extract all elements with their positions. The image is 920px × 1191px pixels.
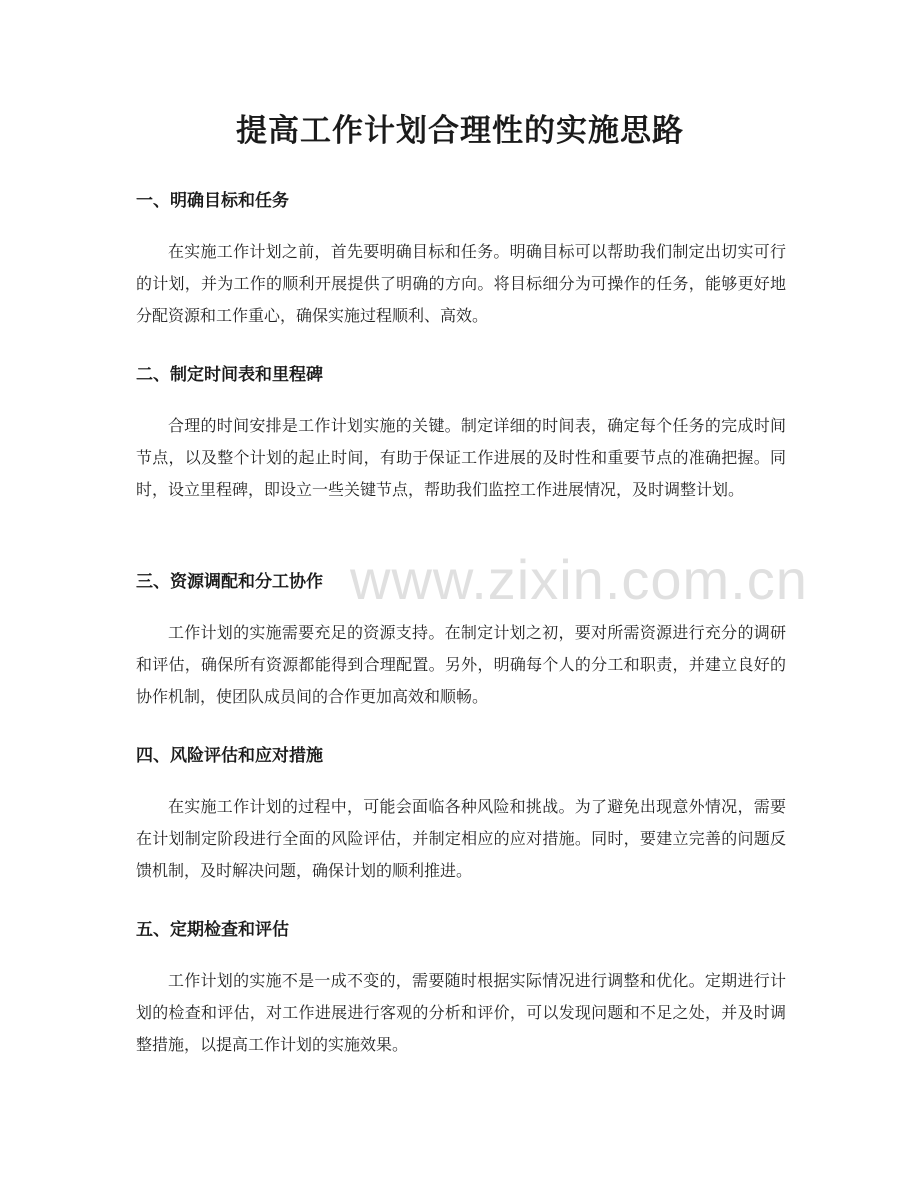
section-paragraph: 在实施工作计划之前，首先要明确目标和任务。明确目标可以帮助我们制定出切实可行的计划，并为工作的顺利开展提供了明确的方向。将目标细分为可操作的任务，能够更好地分配资源和工作重心，确保实施过程顺利、高效。 [136,242,786,325]
document-title: 提高工作计划合理性的实施思路 [236,113,684,149]
section-paragraph: 工作计划的实施不是一成不变的，需要随时根据实际情况进行调整和优化。定期进行计划的检查和评估，对工作进展进行客观的分析和评价，可以发现问题和不足之处，并及时调整措施，以提高工作计划的实施效果。 [136,971,786,1054]
section-2 [136,362,786,506]
section-3 [136,569,786,713]
section-heading: 五、定期检查和评估 [136,920,289,940]
section-heading: 四、风险评估和应对措施 [136,746,323,766]
watermark: www.zixin.com.cn [350,548,808,611]
section-paragraph: 在实施工作计划的过程中，可能会面临各种风险和挑战。为了避免出现意外情况，需要在计划制定阶段进行全面的风险评估，并制定相应的应对措施。同时，要建立完善的问题反馈机制，及时解决问题，确保计划的顺利推进。 [136,797,786,880]
section-heading: 三、资源调配和分工协作 [136,572,323,592]
section-heading: 一、明确目标和任务 [136,191,289,211]
section-4 [136,743,786,887]
section-paragraph: 工作计划的实施需要充足的资源支持。在制定计划之初，要对所需资源进行充分的调研和评估，确保所有资源都能得到合理配置。另外，明确每个人的分工和职责，并建立良好的协作机制，使团队成员间的合作更加高效和顺畅。 [136,623,786,706]
section-heading: 二、制定时间表和里程碑 [136,365,323,385]
section-1 [136,188,786,332]
section-5 [136,917,786,1061]
section-paragraph: 合理的时间安排是工作计划实施的关键。制定详细的时间表，确定每个任务的完成时间节点，以及整个计划的起止时间，有助于保证工作进展的及时性和重要节点的准确把握。同时，设立里程碑，即设立一些关键节点，帮助我们监控工作进展情况，及时调整计划。 [136,416,786,499]
